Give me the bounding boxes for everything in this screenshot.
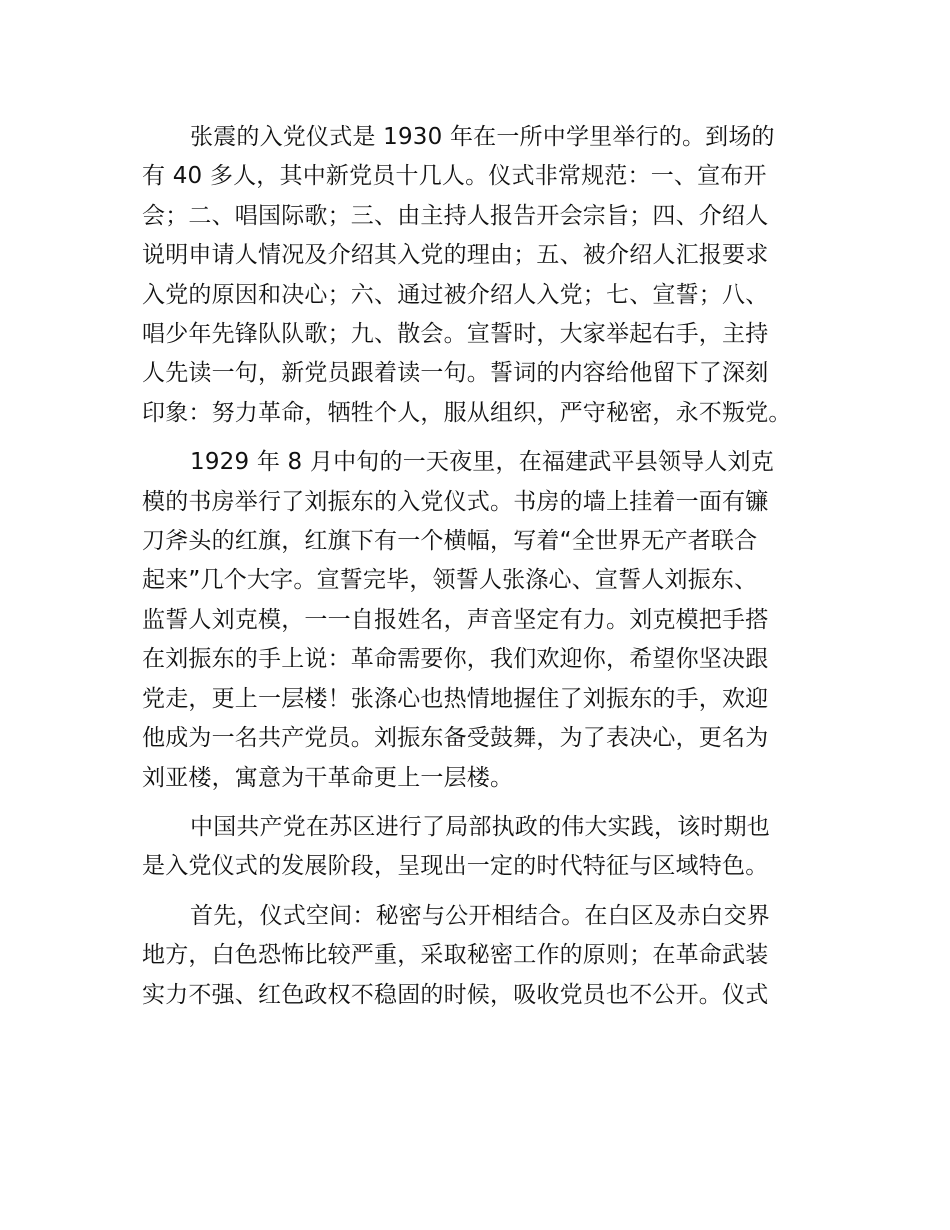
document-body — [142, 118, 818, 1025]
text-line: 地方，白色恐怖比较严重，采取秘密工作的原则；在革命武装 — [142, 942, 769, 969]
text-line: 他成为一名共产党员。刘振东备受鼓舞，为了表决心，更名为 — [142, 725, 769, 752]
text-line: 是入党仪式的发展阶段，呈现出一定的时代特征与区域特色。 — [142, 853, 769, 880]
text-line: 实力不强、红色政权不稳固的时候，吸收党员也不公开。仪式 — [142, 981, 769, 1008]
text-line: 1929 年 8 月中旬的一天夜里，在福建武平县领导人刘克 — [190, 449, 774, 476]
text-line: 起来”几个大字。宣誓完毕，领誓人张涤心、宣誓人刘振东、 — [142, 567, 758, 594]
text-line: 监誓人刘克模，一一自报姓名，声音坚定有力。刘克模把手搭 — [142, 606, 769, 633]
paragraph-ceremony-space — [142, 897, 818, 1015]
paragraph-zhang-zhen-ceremony — [142, 118, 818, 433]
text-line: 说明申请人情况及介绍其入党的理由；五、被介绍人汇报要求 — [142, 242, 769, 269]
text-line: 会；二、唱国际歌；三、由主持人报告开会宗旨；四、介绍人 — [142, 202, 769, 229]
text-line: 刘亚楼，寓意为干革命更上一层楼。 — [142, 764, 514, 791]
text-line: 党走，更上一层楼！张涤心也热情地握住了刘振东的手，欢迎 — [142, 685, 769, 712]
text-line: 在刘振东的手上说：革命需要你，我们欢迎你，希望你坚决跟 — [142, 646, 769, 673]
text-line: 人先读一句，新党员跟着读一句。誓词的内容给他留下了深刻 — [142, 360, 769, 387]
text-line: 唱少年先锋队队歌；九、散会。宣誓时，大家举起右手，主持 — [142, 321, 769, 348]
text-line: 印象：努力革命，牺牲个人，服从组织，严守秘密，永不叛党。 — [142, 399, 792, 426]
text-line: 中国共产党在苏区进行了局部执政的伟大实践，该时期也 — [190, 813, 770, 840]
text-line: 刀斧头的红旗，红旗下有一个横幅，写着“全世界无产者联合 — [142, 528, 758, 555]
text-line: 模的书房举行了刘振东的入党仪式。书房的墙上挂着一面有镰 — [142, 488, 769, 515]
paragraph-soviet-area-practice — [142, 808, 818, 887]
paragraph-liu-zhendong-ceremony — [142, 443, 818, 798]
text-line: 入党的原因和决心；六、通过被介绍人入党；七、宣誓；八、 — [142, 281, 769, 308]
text-line: 有 40 多人，其中新党员十几人。仪式非常规范：一、宣布开 — [142, 163, 767, 190]
text-line: 首先，仪式空间：秘密与公开相结合。在白区及赤白交界 — [190, 902, 770, 929]
text-line: 张震的入党仪式是 1930 年在一所中学里举行的。到场的 — [190, 124, 775, 150]
